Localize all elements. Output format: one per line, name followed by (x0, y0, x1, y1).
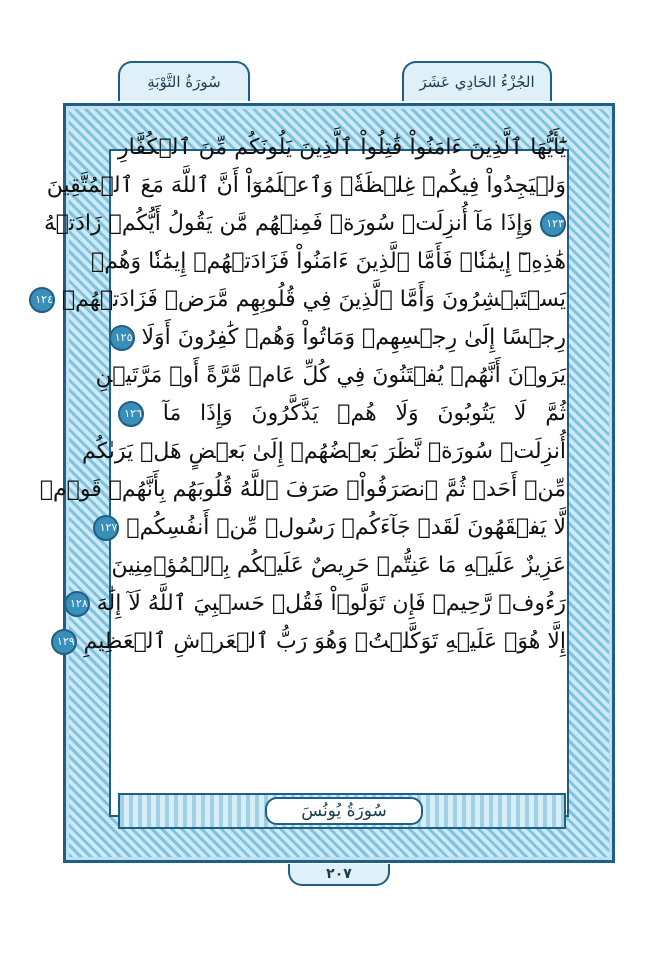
ayah-marker-124: ١٢٤ (29, 287, 55, 313)
ayah-marker-127: ١٢٧ (93, 515, 119, 541)
ayah-marker-125: ١٢٥ (109, 325, 135, 351)
text-line-9: أُنزِلَتۡ سُورَةٞ نَّظَرَ بَعۡضُهُمۡ إِلَىٰ بَعۡضٍ هَلۡ يَرَىٰكُم (82, 439, 566, 464)
text-line-3: ١٢٣ وَإِذَا مَآ أُنزِلَتۡ سُورَةٞ فَمِنۡهُم مَّن يَقُولُ أَيُّكُمۡ زَادَتۡهُ (44, 211, 564, 236)
surah-name-header (118, 61, 250, 101)
text-line-10: مِّنۡ أَحَدٖ ثُمَّ ٱنصَرَفُواْۚ صَرَفَ ٱللَّهُ قُلُوبَهُم بِأَنَّهُمۡ قَوۡمٞ (39, 477, 566, 502)
text-line-13: رَءُوفٞ رَّحِيمٞ فَإِن تَوَلَّوۡاْ فَقُلۡ حَسۡبِيَ ٱللَّهُ لَآ إِلَٰهَ ١٢٨ (118, 585, 566, 623)
ayah-marker-129: ١٢٩ (51, 629, 77, 655)
text-line-2: وَلۡيَجِدُواْ فِيكُمۡ غِلۡظَةٗۚ وَٱعۡلَمُوٓاْ أَنَّ ٱللَّهَ مَعَ ٱلۡمُتَّقِينَ (46, 173, 566, 198)
surah-name-text: سُورَةُ التَّوْبَةِ (147, 73, 221, 91)
text-line-11: لَّا يَفۡقَهُونَ لَقَدۡ جَآءَكُمۡ رَسُولٞ مِّنۡ أَنفُسِكُمۡ ١٢٧ (118, 509, 566, 547)
text-line-6: رِجۡسًا إِلَىٰ رِجۡسِهِمۡ وَمَاتُواْ وَهُمۡ كَٰفِرُونَ أَوَلَا ١٢٥ (118, 319, 566, 357)
page-number-text: ٢٠٧ (326, 866, 352, 882)
text-line-1: يَٰٓأَيُّهَا ٱلَّذِينَ ءَامَنُواْ قَٰتِلُواْ ٱلَّذِينَ يَلُونَكُم مِّنَ ٱلۡكُفَّارِ (118, 135, 566, 160)
juz-name-header (402, 61, 552, 101)
next-surah-title: سُورَةُ يُونُسَ (301, 801, 387, 821)
juz-name-text: الجُزْءُ الحَادِي عَشَرَ (419, 73, 535, 91)
text-line-14: إِلَّا هُوَۖ عَلَيۡهِ تَوَكَّلۡتُۖ وَهُوَ رَبُّ ٱلۡعَرۡشِ ٱلۡعَظِيمِ ١٢٩ (118, 623, 566, 661)
verse-text-area (35, 129, 566, 757)
ayah-marker-126: ١٢٦ (118, 401, 144, 427)
text-line-5: يَسۡتَبۡشِرُونَ وَأَمَّا ٱلَّذِينَ فِي قُلُوبِهِم مَّرَضٞ فَزَادَتۡهُمۡ ١٢٤ (118, 281, 566, 319)
page-number (288, 864, 390, 886)
text-line-4: هَٰذِهِۦٓ إِيمَٰنٗاۚ فَأَمَّا ٱلَّذِينَ ءَامَنُواْ فَزَادَتۡهُمۡ إِيمَٰنٗا وَهُمۡ (91, 249, 566, 274)
next-surah-banner (118, 793, 566, 829)
next-surah-title-box (265, 797, 423, 825)
ayah-marker-128: ١٢٨ (64, 591, 90, 617)
text-line-8: ثُمَّ لَا يَتُوبُونَ وَلَا هُمۡ يَذَّكَّرُونَ وَإِذَا مَآ ١٢٦ (118, 395, 566, 433)
text-line-12: عَزِيزٌ عَلَيۡهِ مَا عَنِتُّمۡ حَرِيصٌ عَلَيۡكُم بِٱلۡمُؤۡمِنِينَ (111, 553, 566, 578)
ayah-marker-123: ١٢٣ (540, 211, 566, 237)
text-line-7: يَرَوۡنَ أَنَّهُمۡ يُفۡتَنُونَ فِي كُلِّ عَامٖ مَّرَّةً أَوۡ مَرَّتَيۡنِ (95, 363, 566, 388)
mushaf-page (35, 61, 615, 884)
